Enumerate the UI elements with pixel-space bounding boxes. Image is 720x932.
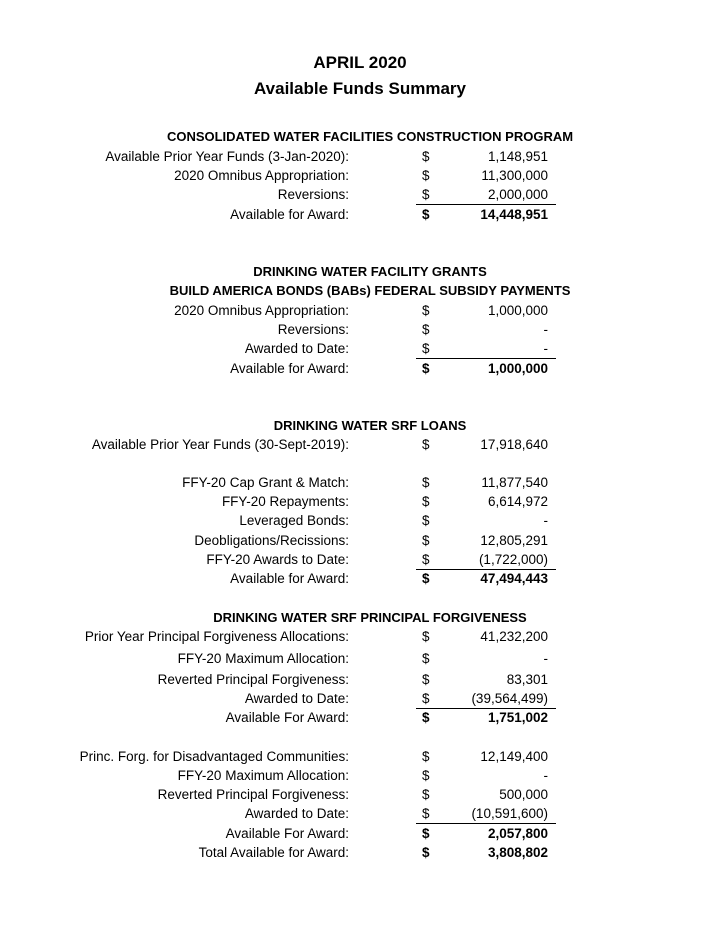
row-label: 2020 Omnibus Appropriation: <box>174 168 349 183</box>
row-amount: 14,448,951 <box>480 207 548 222</box>
table-row <box>0 185 720 204</box>
table-row <box>0 627 720 646</box>
table-row <box>0 766 720 785</box>
row-label: Available for Award: <box>230 361 349 376</box>
currency-symbol: $ <box>422 187 430 202</box>
row-label: Available for Award: <box>230 571 349 586</box>
row-amount: 1,148,951 <box>487 149 548 164</box>
row-amount: 500,000 <box>499 787 548 802</box>
table-row <box>0 747 720 766</box>
row-label: Reverted Principal Forgiveness: <box>157 787 349 802</box>
currency-symbol: $ <box>422 361 430 376</box>
currency-symbol: $ <box>422 651 430 666</box>
row-amount: - <box>543 768 548 783</box>
table-row <box>0 511 720 530</box>
row-amount: 2,000,000 <box>487 187 548 202</box>
row-label: Princ. Forg. for Disadvantaged Communities: <box>79 749 349 764</box>
currency-symbol: $ <box>422 322 430 337</box>
table-row <box>0 804 720 823</box>
row-label: Awarded to Date: <box>244 806 349 821</box>
row-amount: 83,301 <box>506 672 548 687</box>
row-amount: 6,614,972 <box>487 494 548 509</box>
row-label: Available For Award: <box>225 826 349 841</box>
row-label: FFY-20 Cap Grant & Match: <box>182 475 349 490</box>
currency-symbol: $ <box>422 845 430 860</box>
row-amount: 17,918,640 <box>480 437 548 452</box>
row-label: Available Prior Year Funds (3-Jan-2020): <box>105 149 349 164</box>
row-amount: 1,751,002 <box>487 710 548 725</box>
table-row <box>0 670 720 689</box>
row-amount: 11,877,540 <box>481 475 548 490</box>
row-label: Available for Award: <box>230 207 349 222</box>
section-header-srf-loans: DRINKING WATER SRF LOANS <box>273 418 467 433</box>
row-label: Prior Year Principal Forgiveness Allocations: <box>84 629 349 644</box>
table-row <box>0 492 720 511</box>
grand-total-row <box>0 843 720 862</box>
row-amount: 3,808,802 <box>487 845 548 860</box>
row-label: FFY-20 Maximum Allocation: <box>177 651 349 666</box>
currency-symbol: $ <box>422 768 430 783</box>
row-label: FFY-20 Repayments: <box>221 494 349 509</box>
currency-symbol: $ <box>422 341 430 356</box>
table-row <box>0 147 720 166</box>
table-row <box>0 435 720 454</box>
currency-symbol: $ <box>422 168 430 183</box>
row-amount: (39,564,499) <box>471 691 548 706</box>
row-label: Reversions: <box>277 322 349 337</box>
row-label: FFY-20 Maximum Allocation: <box>177 768 349 783</box>
row-amount: 11,300,000 <box>481 168 548 183</box>
section-header-consolidated: CONSOLIDATED WATER FACILITIES CONSTRUCTION PROGRAM <box>166 129 574 144</box>
table-row <box>0 339 720 358</box>
row-amount: (10,591,600) <box>471 806 548 821</box>
currency-symbol: $ <box>422 826 430 841</box>
total-row <box>0 359 720 378</box>
table-row <box>0 649 720 668</box>
row-amount: 12,805,291 <box>480 533 548 548</box>
section-header-drinking-water-grants: DRINKING WATER FACILITY GRANTS <box>253 264 487 279</box>
row-amount: 1,000,000 <box>487 303 548 318</box>
currency-symbol: $ <box>422 475 430 490</box>
currency-symbol: $ <box>422 552 430 567</box>
table-row <box>0 785 720 804</box>
currency-symbol: $ <box>422 149 430 164</box>
row-amount: - <box>543 651 548 666</box>
page-subtitle: Available Funds Summary <box>254 79 466 98</box>
currency-symbol: $ <box>422 749 430 764</box>
table-row <box>0 320 720 339</box>
currency-symbol: $ <box>422 513 430 528</box>
row-amount: 1,000,000 <box>487 361 548 376</box>
row-label: Available For Award: <box>225 710 349 725</box>
row-amount: - <box>543 322 548 337</box>
currency-symbol: $ <box>422 787 430 802</box>
total-row <box>0 569 720 588</box>
currency-symbol: $ <box>422 494 430 509</box>
row-label: Awarded to Date: <box>244 341 349 356</box>
table-row <box>0 301 720 320</box>
currency-symbol: $ <box>422 303 430 318</box>
row-amount: (1,722,000) <box>478 552 548 567</box>
total-row <box>0 824 720 843</box>
currency-symbol: $ <box>422 533 430 548</box>
currency-symbol: $ <box>422 672 430 687</box>
row-amount: 47,494,443 <box>480 571 548 586</box>
currency-symbol: $ <box>422 691 430 706</box>
row-label: Reverted Principal Forgiveness: <box>157 672 349 687</box>
row-amount: - <box>543 341 548 356</box>
row-label: Awarded to Date: <box>244 691 349 706</box>
row-label: Total Available for Award: <box>198 845 349 860</box>
table-row <box>0 689 720 708</box>
currency-symbol: $ <box>422 710 430 725</box>
section-header-principal-forgiveness: DRINKING WATER SRF PRINCIPAL FORGIVENESS <box>213 610 527 625</box>
total-row <box>0 205 720 224</box>
currency-symbol: $ <box>422 629 430 644</box>
row-amount: 2,057,800 <box>487 826 548 841</box>
row-label: Reversions: <box>277 187 349 202</box>
row-label: Available Prior Year Funds (30-Sept-2019): <box>91 437 349 452</box>
row-amount: 12,149,400 <box>480 749 548 764</box>
total-row <box>0 708 720 727</box>
row-label: Deobligations/Recissions: <box>194 533 349 548</box>
table-row <box>0 531 720 550</box>
currency-symbol: $ <box>422 806 430 821</box>
row-label: Leveraged Bonds: <box>239 513 349 528</box>
row-amount: 41,232,200 <box>480 629 548 644</box>
currency-symbol: $ <box>422 207 430 222</box>
page-title: APRIL 2020 <box>313 53 407 72</box>
currency-symbol: $ <box>422 571 430 586</box>
row-label: 2020 Omnibus Appropriation: <box>174 303 349 318</box>
table-row <box>0 550 720 569</box>
row-amount: - <box>543 513 548 528</box>
currency-symbol: $ <box>422 437 430 452</box>
table-row <box>0 166 720 185</box>
table-row <box>0 473 720 492</box>
row-label: FFY-20 Awards to Date: <box>206 552 349 567</box>
section-header-build-america-bonds: BUILD AMERICA BONDS (BABs) FEDERAL SUBSIDY PAYMENTS <box>169 283 571 298</box>
